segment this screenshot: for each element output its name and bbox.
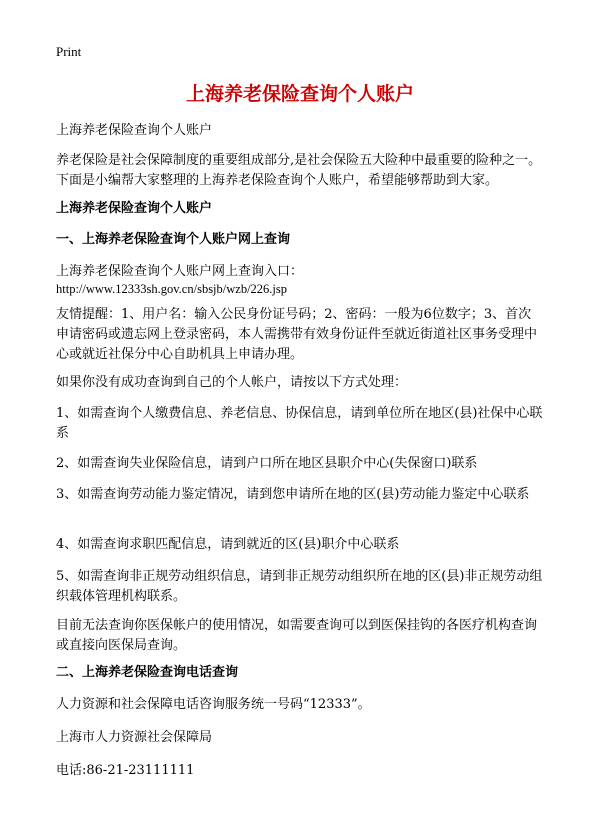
- hotline-text: 人力资源和社会保障电话咨询服务统一号码“12333”。: [56, 697, 371, 712]
- page-title: 上海养老保险查询个人账户: [185, 83, 414, 105]
- list-item: 5、如需查询非正规劳动组织信息，请到非正规劳动组织所在地的区(县)非正规劳动组织载体管理机构联系。: [56, 569, 543, 604]
- section1-heading: 一、上海养老保险查询个人账户网上查询: [56, 232, 291, 247]
- main-heading: 上海养老保险查询个人账户: [56, 201, 213, 216]
- subtitle-text: 上海养老保险查询个人账户: [56, 123, 213, 138]
- fallback-intro: 如果你没有成功查询到自己的个人帐户，请按以下方式处理：: [56, 375, 408, 390]
- tip-paragraph: 友情提醒：1、用户名：输入公民身份证号码；2、密码：一般为6位数字；3、首次申请密码或遗忘网上登录密码，本人需携带有效身份证件至就近街道社区事务受理中心或就近社保分中心自助机具上申请办理。: [56, 307, 538, 362]
- phone-number: 电话:86-21-23111111: [56, 763, 195, 778]
- list-item: 2、如需查询失业保险信息，请到户口所在地区县职介中心(失保窗口)联系: [56, 456, 478, 471]
- org-name: 上海市人力资源社会保障局: [56, 730, 213, 745]
- list-item: 4、如需查询求职匹配信息，请到就近的区(县)职介中心联系: [56, 537, 400, 552]
- list-item: 3、如需查询劳动能力鉴定情况，请到您申请所在地的区(县)劳动能力鉴定中心联系: [56, 487, 530, 502]
- online-entry-label: 上海养老保险查询个人账户网上查询入口：: [56, 264, 304, 279]
- section2-heading: 二、上海养老保险查询电话查询: [56, 665, 239, 680]
- print-link[interactable]: Print: [56, 44, 82, 59]
- intro-paragraph: 养老保险是社会保障制度的重要组成部分,是社会保险五大险种中最重要的险种之一。下面是小编帮大家整理的上海养老保险查询个人账户，希望能够帮助到大家。: [56, 153, 542, 188]
- online-entry-url[interactable]: http://www.12333sh.gov.cn/sbsjb/wzb/226.jsp: [56, 282, 288, 296]
- medical-note: 目前无法查询你医保帐户的使用情况，如需要查询可以到医保挂钩的各医疗机构查询或直接向医保局查询。: [56, 618, 538, 653]
- list-item: 1、如需查询个人缴费信息、养老信息、协保信息，请到单位所在地区(县)社保中心联系: [56, 406, 543, 441]
